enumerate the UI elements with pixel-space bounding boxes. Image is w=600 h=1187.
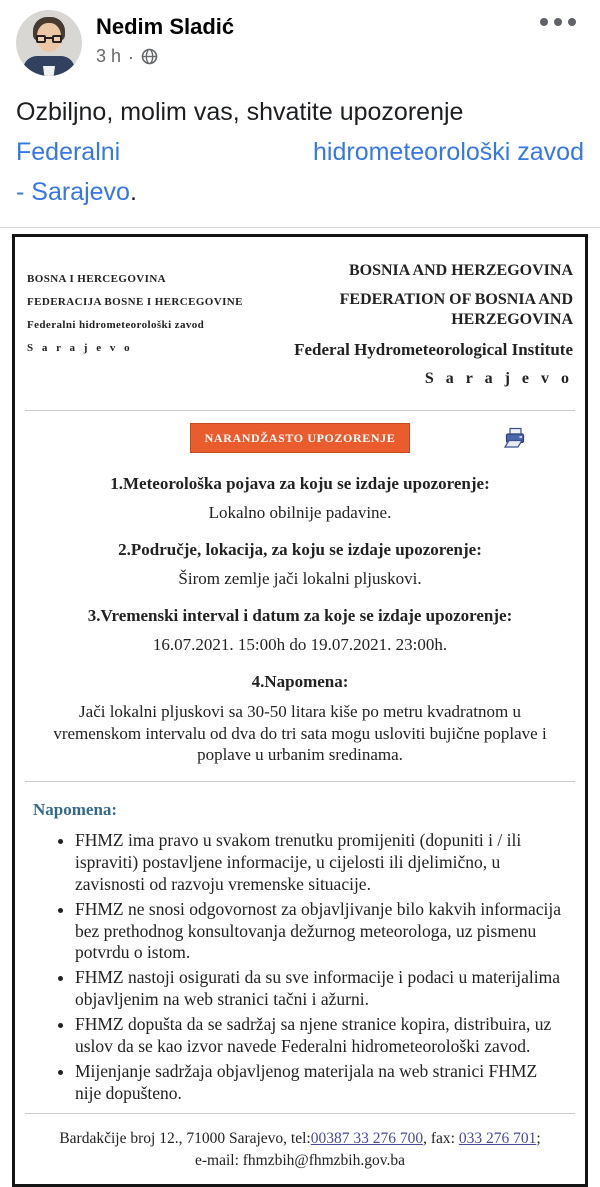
napomena-item: • FHMZ ne snosi odgovornost za objavljivanje bilo kakvih informacija bez prethodnog konsultovanja dežurnog meteorologa, uz pismenu potvrdu o istom. bbox=[75, 899, 567, 965]
avatar-glasses bbox=[36, 35, 62, 43]
post-link-line bbox=[16, 132, 584, 172]
post-body bbox=[0, 76, 600, 212]
doc-header-left-line: FEDERACIJA BOSNE I HERCEGOVINE bbox=[27, 296, 243, 308]
post-meta bbox=[96, 46, 234, 67]
doc-section-3 bbox=[15, 606, 585, 655]
banner-row bbox=[15, 423, 585, 457]
avatar[interactable] bbox=[16, 10, 82, 76]
footer-fax-link[interactable]: 033 276 701 bbox=[458, 1129, 537, 1147]
napomena-heading: Napomena: bbox=[33, 800, 118, 819]
doc-header-right-line: BOSNIA AND HERZEGOVINA bbox=[348, 262, 573, 279]
post-period: . bbox=[129, 178, 137, 206]
doc-section-1 bbox=[15, 474, 585, 523]
doc-header-left-line: S a r a j e v o bbox=[27, 342, 133, 354]
doc-footer-divider bbox=[25, 1113, 575, 1114]
footer-tel-link[interactable]: 00387 33 276 700 bbox=[310, 1129, 424, 1147]
post-text-line3 bbox=[16, 172, 584, 212]
avatar-shirt bbox=[43, 66, 55, 76]
doc-header-left-line: BOSNA I HERCEGOVINA bbox=[27, 273, 167, 285]
doc-header-right-line: S a r a j e v o bbox=[424, 370, 573, 388]
section-heading: 1.Meteorološka pojava za koju se izdaje upozorenje: bbox=[110, 474, 490, 494]
post-link-sarajevo[interactable]: - Sarajevo bbox=[16, 178, 130, 206]
post-header bbox=[0, 0, 600, 76]
doc-header-right bbox=[253, 261, 573, 398]
section-heading: 4.Napomena: bbox=[251, 672, 349, 692]
doc-header-left bbox=[27, 261, 252, 398]
doc-header-divider bbox=[25, 410, 575, 411]
doc-napomena-divider bbox=[25, 781, 575, 782]
attached-document-image[interactable] bbox=[12, 234, 588, 1187]
doc-header-right-line: FEDERATION OF BOSNIA AND HERZEGOVINA bbox=[339, 291, 573, 328]
footer-email: e-mail: fhmzbih@fhmzbih.gov.ba bbox=[195, 1151, 405, 1169]
more-options-icon[interactable] bbox=[530, 14, 580, 30]
post-link-federalni[interactable]: Federalni bbox=[16, 138, 121, 166]
napomena-item: • Mijenjanje sadržaja objavljenog materijala na web stranici FHMZ nije dopušteno. bbox=[75, 1061, 567, 1105]
printer-icon bbox=[503, 427, 527, 451]
section-heading: 3.Vremenski interval i datum za koje se izdaje upozorenje: bbox=[87, 606, 513, 626]
doc-section-2 bbox=[15, 540, 585, 589]
section-body: Širom zemlje jači lokalni pljuskovi. bbox=[178, 569, 422, 589]
timestamp[interactable]: 3 h bbox=[96, 46, 122, 67]
post-text-line1: Ozbiljno, molim vas, shvatite upozorenje bbox=[16, 98, 464, 126]
section-body: Lokalno obilnije padavine. bbox=[208, 503, 392, 523]
doc-section-4 bbox=[15, 672, 585, 765]
doc-header-right-line: Federal Hydrometeorological Institute bbox=[294, 340, 573, 359]
footer-line1-end: ; bbox=[536, 1129, 541, 1147]
doc-footer bbox=[15, 1120, 585, 1185]
napomena-item: • FHMZ ima pravo u svakom trenutku promijeniti (dopuniti i / ili ispraviti) postavljene informacije, u cijelosti ili djelimično, u zavisnosti od razvoju vremenske situacije. bbox=[75, 830, 567, 896]
footer-fax-label: , fax: bbox=[423, 1129, 459, 1147]
napomena-item: • FHMZ nastoji osigurati da su sve informacije i podaci u materijalima objavljenim na web stranici tačni i ažurni. bbox=[75, 967, 567, 1011]
post-header-text bbox=[96, 10, 234, 67]
meta-separator: · bbox=[128, 46, 135, 67]
napomena-list bbox=[29, 830, 571, 1105]
section-body: Jači lokalni pljuskovi sa 30-50 litara kiše po metru kvadratnom u vremenskom intervalu od dva do tri sata mogu usloviti bujične poplave i poplave u urbanim sredinama. bbox=[53, 702, 547, 764]
globe-icon bbox=[141, 48, 158, 65]
footer-address: Bardakčije broj 12., 71000 Sarajevo, tel: bbox=[59, 1129, 311, 1147]
post-link-zavod[interactable]: hidrometeorološki zavod bbox=[313, 138, 584, 166]
napomena-block bbox=[15, 788, 585, 1105]
section-body: 16.07.2021. 15:00h do 19.07.2021. 23:00h. bbox=[152, 635, 448, 655]
post-divider bbox=[0, 227, 600, 228]
doc-header-left-line: Federalni hidrometeorološki zavod bbox=[27, 319, 205, 331]
doc-header bbox=[15, 237, 585, 404]
author-name[interactable]: Nedim Sladić bbox=[96, 14, 235, 39]
orange-warning-banner: NARANDŽASTO UPOZORENJE bbox=[190, 423, 411, 453]
section-heading: 2.Područje, lokacija, za koju se izdaje upozorenje: bbox=[118, 540, 482, 560]
napomena-item: • FHMZ dopušta da se sadržaj sa njene stranice kopira, distribuira, uz uslov da se kao izvor navede Federalni hidrometeorološki zavod. bbox=[75, 1014, 567, 1058]
